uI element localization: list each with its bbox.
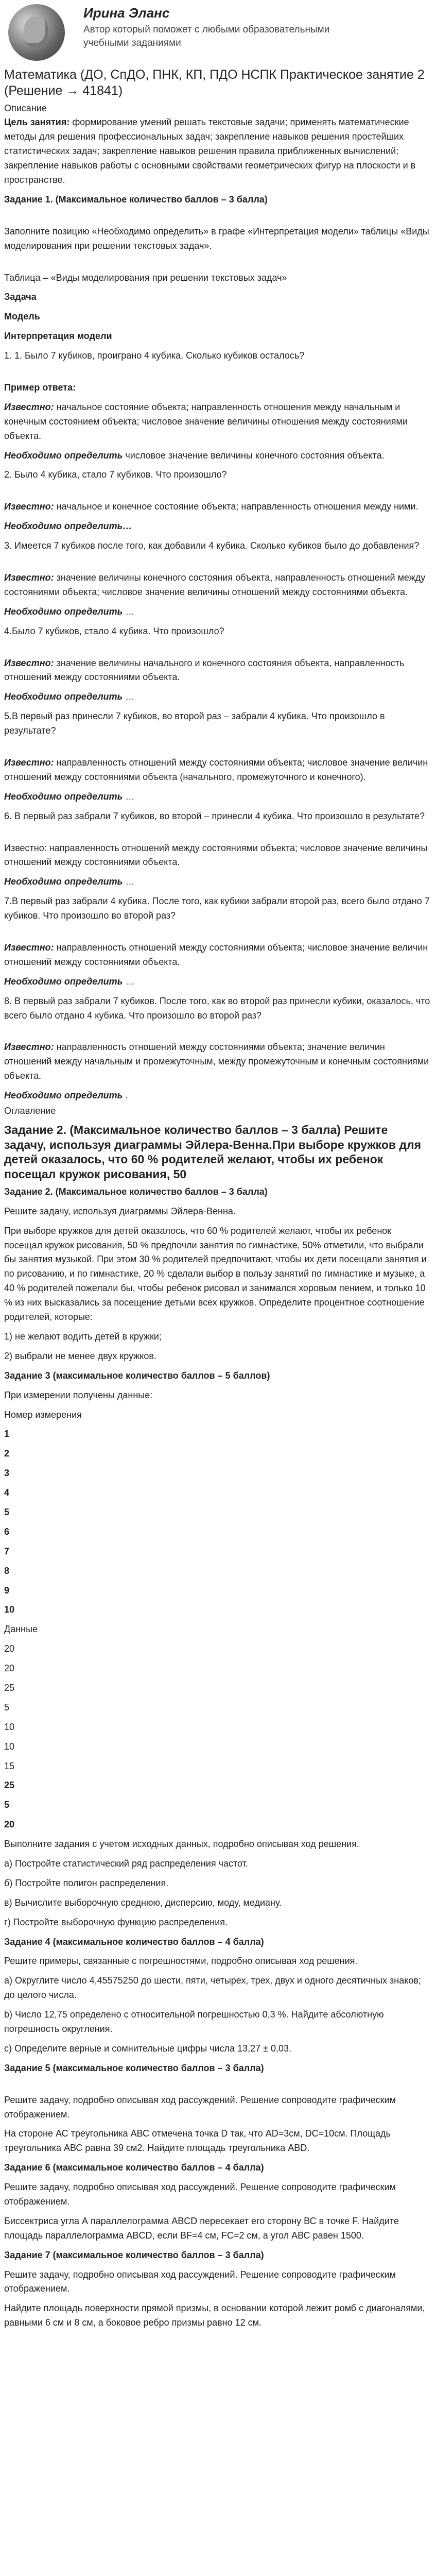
need-label: Необходимо определить [4, 691, 123, 702]
need-label: Необходимо определить [4, 450, 123, 461]
question-2: 2. Было 4 кубика, стало 7 кубиков. Что произошло? [4, 469, 227, 480]
author-avatar[interactable] [8, 4, 65, 61]
answer-text: начальное и конечное состояние объекта; направленность отношения между ними. [54, 501, 418, 512]
answer-text: … [123, 876, 135, 887]
task3-intro: При измерении получены данные: [4, 1389, 153, 1400]
answer-2-need: Необходимо определить… [4, 521, 132, 532]
measure-label: Номер измерения [4, 1409, 82, 1420]
answer-text: числовое значение величины конечного состояния объекта. [123, 450, 385, 461]
task5-text: Решите задачу, подробно описывая ход рассуждений. Решение сопроводите графическим отображением. [4, 2094, 396, 2120]
task3-do: Выполните задания с учетом исходных данных, подробно описывая ход решения. [4, 1839, 359, 1850]
measure-number: 10 [4, 1604, 15, 1615]
task2-intro: Решите задачу, используя диаграммы Эйлера-Венна. [4, 1206, 236, 1216]
goal-text: формирование умений решать текстовые задачи; применять математические методы для решения профессиональных задач; закрепление навыков решения простейших статистических задач; закрепление навыков решения правила приближенных вычислений; закрепление навыков работы с основными свойствами геометрических фигур на плоскости и в пространстве. [4, 117, 416, 185]
known-label: Известно: [4, 1042, 54, 1053]
answer-4-need [4, 690, 432, 704]
question-6: 6. В первый раз забрали 7 кубиков, во второй – принесли 4 кубика. Что произошло в результате? [4, 810, 425, 821]
col-interpretation: Интерпретация модели [4, 331, 112, 342]
answer-3-known [4, 571, 432, 600]
answer-6-need [4, 875, 432, 889]
data-value: 15 [4, 1760, 15, 1771]
answer-6-known: Известно: направленность отношений между состояниями объекта; числовое значение величины отношений между состояниями объекта. [4, 842, 428, 868]
measure-number: 5 [4, 1506, 10, 1517]
task6-text: Решите задачу, подробно описывая ход рассуждений. Решение сопроводите графическим отображением. [4, 2182, 396, 2207]
answer-text: … [123, 791, 135, 802]
task2-text: При выборе кружков для детей оказалось, что 60 % родителей желают, чтобы их ребенок посещал кружок рисования, 50 % предпочли занятия по гимнастике, 50% отметили, что выбрали бы занятия музыкой. При этом 30 % родителей предпочитают, чтобы их дети посещали занятия и по рисованию, и по гимнастике, 20 % сделали выбор в пользу занятий по гимнастике и музыке, а 40 % родителей пожелали бы, чтобы ребенок рисовал и занимался хоровым пением, и только 10 % из них высказались за посещение детьми всех кружков. Определите процентное соотношение родителей, которые: [4, 1225, 427, 1323]
author-card[interactable] [4, 0, 432, 64]
need-label: Необходимо определить [4, 791, 123, 802]
goal-paragraph [4, 115, 432, 187]
task6-problem: Биссектриса угла А параллелограмма ABCD пересекает его сторону ВС в точке F. Найдите площадь параллелограмма ABCD, если BF=4 см, FC=2 см, а угол АВС равен 1500. [4, 2215, 399, 2241]
answer-text: значение величины начального и конечного состояния объекта, направленность отношений между состояниями объекта. [4, 657, 405, 683]
need-label: Необходимо определить [4, 876, 123, 887]
answer-text: направленность отношений между состояниями объекта; значение величин отношений между начальным и промежуточным, между промежуточным и конечным состояниями объекта. [4, 1042, 429, 1081]
known-label: Известно: [4, 757, 54, 768]
need-label: Необходимо определить [4, 1090, 123, 1101]
spacer [4, 368, 432, 381]
data-value: 20 [4, 1819, 15, 1830]
data-value: 20 [4, 1643, 15, 1654]
task7-text: Решите задачу, подробно описывая ход рассуждений. Решение сопроводите графическим отображением. [4, 2269, 396, 2294]
answer-text: направленность отношений между состояниями объекта; числовое значение величин отношений между состояниями объекта. [4, 942, 428, 967]
answer-text: начальное состояние объекта; направленность отношения между начальным и конечным состоянием объекта; числовое значение величины отношения между состояниями объекта. [4, 401, 408, 441]
known-label: Известно: [4, 401, 54, 412]
answer-text: … [123, 976, 135, 987]
answer-5-need [4, 790, 432, 804]
answer-text: … [123, 691, 135, 702]
data-value: 5 [4, 1702, 10, 1713]
task7-problem: Найдите площадь поверхности прямой призмы, в основании которой лежит ромб с диагоналями, равными 6 см и 8 см, а боковое ребро призмы равно 12 см. [4, 2303, 425, 2328]
data-value: 25 [4, 1780, 15, 1791]
author-info [83, 4, 330, 49]
known-label: Известно: [4, 501, 54, 512]
author-name[interactable]: Ирина Эланс [83, 5, 170, 21]
task4-item-a: а) Округлите число 4,45575250 до шести, пяти, четырех, трех, двух и одного десятичных знаков; до целого числа. [4, 1975, 421, 2001]
task2-title: Задание 2. (Максимальное количество баллов – 3 балла) [4, 1186, 268, 1197]
task1-intro: Заполните позицию «Необходимо определить» в графе «Интерпретация модели» таблицы «Виды моделирования при решении текстовых задач». [4, 226, 429, 251]
answer-text: значение величины конечного состояния объекта, направленность отношений между состояниями объекта; числовое значение величины отношений между состояниями объекта. [4, 572, 426, 597]
data-value: 5 [4, 1800, 10, 1810]
spacer [4, 1028, 432, 1040]
goal-label: Цель занятия: [4, 117, 70, 128]
measure-list [4, 1427, 432, 1617]
task1-title: Задание 1. (Максимальное количество баллов – 3 балла) [4, 194, 268, 205]
measure-number: 4 [4, 1487, 10, 1498]
answer-text: направленность отношений между состояниями объекта; числовое значение величин отношений между состояниями объекта (начального, промежуточного и конечного). [4, 757, 428, 782]
question-8: 8. В первый раз забрали 7 кубиков. После того, как во второй раз принесли кубики, оказалось, что всего было отдано 4 кубика. Что произошло во второй раз? [4, 995, 430, 1021]
task6-title: Задание 6 (максимальное количество баллов – 4 балла) [4, 2162, 264, 2173]
answer-example-label: Пример ответа: [4, 382, 76, 393]
data-value: 10 [4, 1741, 15, 1752]
task4-title: Задание 4 (максимальное количество баллов – 4 балла) [4, 1936, 264, 1947]
spacer [4, 829, 432, 841]
task7-title: Задание 7 (максимальное количество баллов – 3 балла) [4, 2249, 264, 2260]
answer-text: … [123, 606, 135, 617]
task4-item-c: с) Определите верные и сомнительные цифры числа 13,27 ± 0,03. [4, 2043, 292, 2054]
contents-label[interactable]: Оглавление [4, 1106, 56, 1116]
spacer [4, 487, 432, 500]
task3-item-a: а) Постройте статистический ряд распределения частот. [4, 1858, 248, 1869]
col-task: Задача [4, 292, 37, 302]
answer-1-known [4, 400, 432, 444]
answer-8-need [4, 1089, 432, 1103]
answer-7-need [4, 975, 432, 989]
task5-title: Задание 5 (максимальное количество баллов – 3 балла) [4, 2062, 264, 2073]
known-label: Известно: [4, 942, 54, 953]
col-model: Модель [4, 311, 40, 322]
question-1: 1. 1. Было 7 кубиков, проиграно 4 кубика. Сколько кубиков осталось? [4, 350, 305, 361]
measure-number: 1 [4, 1429, 10, 1439]
task4-item-b: b) Число 12,75 определено с относительной погрешностью 0,3 %. Найдите абсолютную погрешность округления. [4, 2009, 384, 2034]
measure-number: 8 [4, 1565, 10, 1576]
answer-7-known [4, 941, 432, 970]
spacer [4, 259, 432, 271]
spacer [4, 2081, 432, 2093]
spacer [4, 558, 432, 571]
spacer [4, 743, 432, 756]
need-label: Необходимо определить [4, 976, 123, 987]
answer-4-known [4, 656, 432, 685]
measure-number: 7 [4, 1546, 10, 1556]
known-label: Известно: [4, 572, 54, 583]
measure-number: 9 [4, 1585, 10, 1596]
task3-item-c: в) Вычислите выборочную среднюю, дисперсию, моду, медиану. [4, 1897, 282, 1908]
answer-2-known [4, 500, 432, 514]
question-5: 5.В первый раз принесли 7 кубиков, во второй раз – забрали 4 кубика. Что произошло в результате? [4, 711, 385, 736]
answer-text: . [123, 1090, 128, 1101]
measure-number: 3 [4, 1468, 10, 1479]
task3-item-b: б) Постройте полигон распределения. [4, 1877, 169, 1888]
spacer [4, 212, 432, 225]
question-4: 4.Было 7 кубиков, стало 4 кубика. Что произошло? [4, 625, 224, 636]
data-list [4, 1642, 432, 1832]
page-title: Математика (ДО, СпДО, ПНК, КП, ПДО НСПК Практическое занятие 2 (Решение → 41841) [4, 67, 425, 98]
task4-intro: Решите примеры, связанные с погрешностями, подробно описывая ход решения. [4, 1956, 358, 1967]
measure-number: 6 [4, 1526, 10, 1537]
known-label: Известно: [4, 657, 54, 668]
spacer [4, 644, 432, 656]
spacer [4, 928, 432, 941]
author-description: Автор который поможет с любыми образовательными учебными заданиями [83, 24, 330, 48]
data-label: Данные [4, 1624, 38, 1635]
answer-5-known [4, 756, 432, 785]
data-value: 10 [4, 1721, 15, 1732]
description-label: Описание [4, 103, 47, 113]
data-value: 25 [4, 1682, 15, 1693]
table-caption: Таблица – «Виды моделирования при решении текстовых задач» [4, 272, 287, 283]
answer-3-need [4, 605, 432, 619]
task2-heading: Задание 2. (Максимальное количество баллов – 3 балла) Решите задачу, используя диаграммы Эйлера-Венна.При выборе кружков для детей оказалось, что 60 % родителей желают, чтобы их ребенок посещал кружок рисования, 50 [4, 1123, 422, 1181]
question-3: 3. Имеется 7 кубиков после того, как добавили 4 кубика. Сколько кубиков было до добавления? [4, 540, 420, 551]
task3-item-d: г) Постройте выборочную функцию распределения. [4, 1917, 228, 1927]
task5-problem: На стороне АС треугольника АВС отмечена точка D так, что AD=3см, DC=10см. Площадь треугольника АВС равна 39 см2. Найдите площадь треугольника ABD. [4, 2128, 391, 2154]
answer-8-known [4, 1040, 432, 1083]
task3-title: Задание 3 (максимальное количество баллов – 5 баллов) [4, 1370, 270, 1381]
task2-item-b: 2) выбрали не менее двух кружков. [4, 1350, 156, 1361]
task2-item-a: 1) не желают водить детей в кружки; [4, 1331, 162, 1342]
question-7: 7.В первый раз забрали 4 кубика. После того, как кубики забрали второй раз, всего было отдано 7 кубиков. Что произошло во второй раз? [4, 896, 430, 921]
measure-number: 2 [4, 1448, 10, 1459]
answer-1-need [4, 449, 432, 463]
need-label: Необходимо определить [4, 606, 123, 617]
data-value: 20 [4, 1663, 15, 1674]
